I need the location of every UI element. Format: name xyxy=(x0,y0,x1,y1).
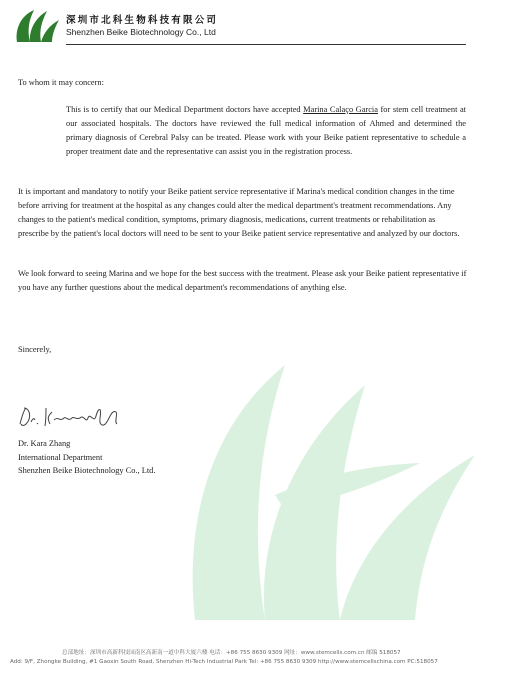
paragraph-certification-lead: This is to certify that our Medical Department doctors have accepted xyxy=(66,105,304,114)
closing-sincerely: Sincerely, xyxy=(18,345,52,354)
signer-department: International Department xyxy=(18,452,103,462)
signature-block xyxy=(18,437,155,478)
footer-address-chinese: 总部地址：深圳市高新科技园南区高新南一道中科大厦六楼 电话：+86 755 8630 9309 网址：www.stemcells.com.cn 邮编 518057 xyxy=(62,650,401,656)
company-logo-icon xyxy=(14,8,60,44)
paragraph-notification: It is important and mandatory to notify your Beike patient service representative if Marina's medical condition changes in the time before arriving for treatment at the hospital as any changes could alter the medical department's treatment recommendations. Any changes to the patient's medical condition, symptoms, primary diagnosis, medications, current treatments or rehabilitation as prescribe by the patient's local doctors will need to be sent to your Beike patient service representative and analyzed by our doctors. xyxy=(18,187,460,239)
header-divider xyxy=(66,44,466,45)
paragraph-closing-remarks: We look forward to seeing Marina and we hope for the best success with the treatment. Please ask your Beike patient representative if you have any further questions about the medical department's recommendations of anything else. xyxy=(18,269,467,293)
beike-leaf-watermark-icon xyxy=(180,345,480,625)
paragraph-certification xyxy=(66,103,466,159)
footer-address-english: Add: 9/F, Zhongke Building, #1 Gaoxin South Road, Shenzhen Hi-Tech Industrial Park Tel: +86 755 8630 9309 http://www.stemcellschina.com PC:518057 xyxy=(10,659,438,665)
paragraph-certification-rest: for stem cell treatment at our associated hospitals. The doctors have reviewed the full medical information of Ahmed and determined the primary diagnosis of Cerebral Palsy can be treated. Please work with your Beike patient representative to schedule a proper treatment date and the representative can assist you in the registration process. xyxy=(66,105,466,157)
signer-company: Shenzhen Beike Biotechnology Co., Ltd. xyxy=(18,466,156,476)
company-name-chinese: 深圳市北科生物科技有限公司 xyxy=(66,15,219,26)
patient-name: Marina Calaço Garcia xyxy=(303,105,378,114)
salutation: To whom it may concern: xyxy=(18,78,104,87)
handwritten-signature xyxy=(18,398,128,432)
signer-name: Dr. Kara Zhang xyxy=(18,439,71,448)
company-name-english: Shenzhen Beike Biotechnology Co., Ltd xyxy=(66,27,216,37)
